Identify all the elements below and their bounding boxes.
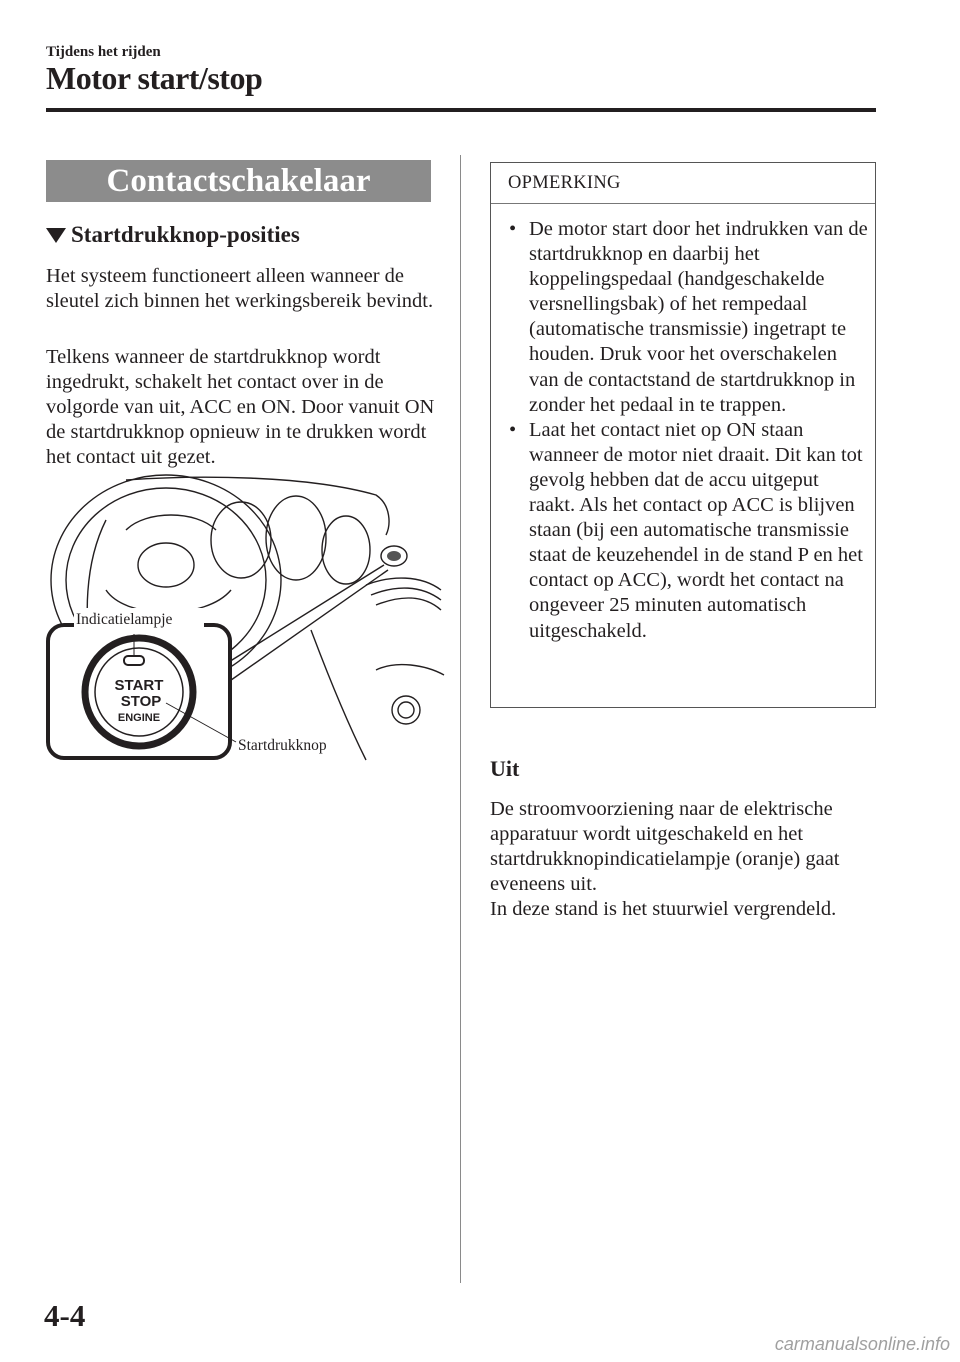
button-text-start: START [114, 677, 164, 694]
button-text-engine: ENGINE [117, 712, 161, 724]
bullet-icon: • [509, 418, 517, 441]
start-button-illustration [46, 470, 446, 765]
intro-paragraph: Het systeem functioneert alleen wanneer de sleutel zich binnen het werkingsbereik bevindt. [46, 265, 434, 312]
note-item [503, 217, 869, 418]
page-title: Motor start/stop [46, 60, 263, 96]
bullet-icon: • [509, 218, 517, 240]
subheading [46, 222, 300, 248]
note-rule [491, 203, 875, 204]
section-banner: Contactschakelaar [46, 160, 431, 202]
header-rule [46, 108, 876, 112]
uit-paragraph-line1: De stroomvoorziening naar de elektrische apparatuur wordt uitgeschakeld en het startdrukknopindicatielampje (oranje) gaat eveneens uit. [490, 798, 840, 895]
note-title: OPMERKING [508, 173, 621, 193]
triangle-down-icon [46, 228, 66, 243]
section-label: Tijdens het rijden [46, 44, 161, 60]
note-item-text: Laat het contact niet op ON staan wanneer de motor niet draait. Dit kan tot gevolg hebben dat de accu uitgeput raakt. Als het contact op ACC is blijven staan (bij een automatische transmissie staat de keuzehendel in de stand P en het contact op ACC), wordt het contact na ongeveer 25 minuten automatisch uitgeschakeld. [529, 418, 863, 642]
label-start-button: Startdrukknop [238, 737, 327, 754]
column-divider [460, 155, 461, 1283]
note-item [503, 418, 869, 644]
label-indicator-lamp: Indicatielampje [76, 611, 173, 628]
note-box [490, 162, 876, 708]
watermark: carmanualsonline.info [774, 1334, 950, 1354]
note-list [503, 217, 869, 644]
subheading-text: Startdrukknop-posities [71, 222, 300, 247]
button-text-stop: STOP [120, 693, 162, 710]
note-item-text: De motor start door het indrukken van de startdrukknop en daarbij het koppelingspedaal (handgeschakelde versnellingsbak) of het rempedaal (automatische transmissie) ingetrapt te houden. Druk voor het overschakelen van de contactstand de startdrukknop in zonder het pedaal in te trappen. [529, 218, 868, 416]
uit-heading: Uit [490, 756, 520, 781]
sequence-paragraph: Telkens wanneer de startdrukknop wordt ingedrukt, schakelt het contact over in de volgorde van uit, ACC en ON. Door vanuit ON de startdrukknop opnieuw in te drukken wordt het contact uit gezet. [46, 346, 435, 468]
uit-paragraph [490, 797, 890, 922]
page-number: 4-4 [44, 1298, 86, 1333]
uit-paragraph-line2: In deze stand is het stuurwiel vergrendeld. [490, 898, 837, 920]
